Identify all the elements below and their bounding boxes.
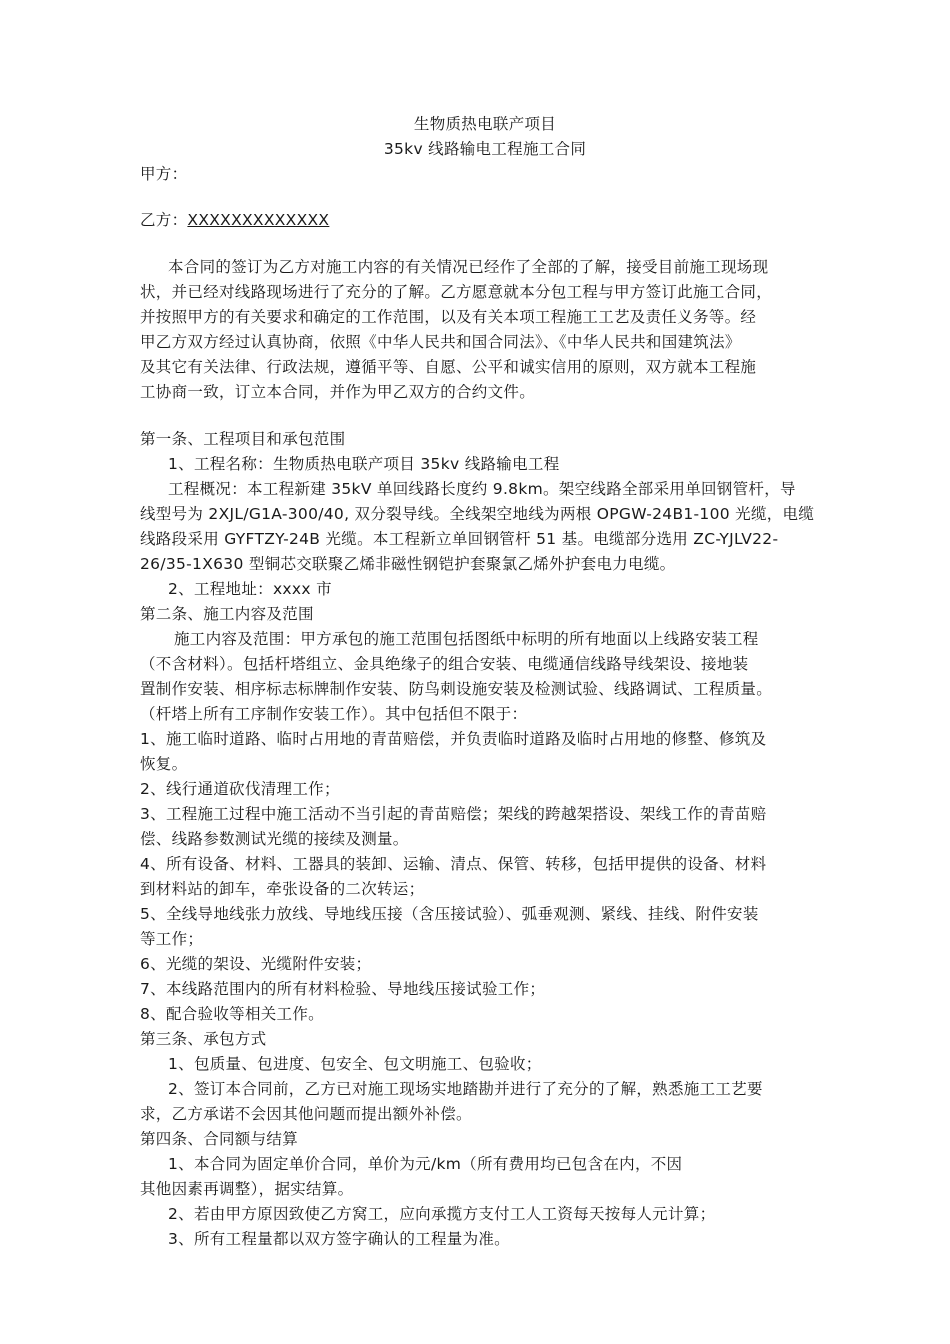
list-item: 6、光缆的架设、光缆附件安装； xyxy=(140,955,372,973)
article-4-heading: 第四条、合同额与结算 xyxy=(140,1130,299,1148)
intro-line: 状，并已经对线路现场进行了充分的了解。乙方愿意就本分包工程与甲方签订此施工合同， xyxy=(140,283,773,301)
scope-line: 施工内容及范围：甲方承包的施工范围包括图纸中标明的所有地面以上线路安装工程 xyxy=(174,630,759,648)
intro-line: 本合同的签订为乙方对施工内容的有关情况已经作了全部的了解，接受目前施工现场现 xyxy=(168,258,769,276)
article-1-overview xyxy=(140,477,830,577)
article-3-item-1: 1、包质量、包进度、包安全、包文明施工、包验收； xyxy=(168,1055,542,1073)
list-item: 3、工程施工过程中施工活动不当引起的青苗赔偿；架线的跨越架搭设、架线工作的青苗赔 xyxy=(140,805,767,823)
article-4-item-3: 3、所有工程量都以双方签字确认的工程量为准。 xyxy=(168,1230,510,1248)
overview-line: 工程概况：本工程新建 35kV 单回线路长度约 9.8km。架空线路全部采用单回钢管杆，导 xyxy=(168,480,796,498)
intro-paragraph xyxy=(140,255,830,405)
overview-line: 26/35-1X630 型铜芯交联聚乙烯非磁性钢铠护套聚氯乙烯外护套电力电缆。 xyxy=(140,555,676,573)
intro-line: 及其它有关法律、行政法规，遵循平等、自愿、公平和诚实信用的原则，双方就本工程施 xyxy=(140,358,757,376)
article-2-list xyxy=(140,727,830,1027)
party-b xyxy=(140,208,830,233)
list-item: 5、全线导地线张力放线、导地线压接（含压接试验）、弧垂观测、紧线、挂线、附件安装 xyxy=(140,905,759,923)
intro-line: 工协商一致，订立本合同，并作为甲乙双方的合约文件。 xyxy=(140,383,536,401)
article-4-item-2: 2、若由甲方原因致使乙方窝工，应向承揽方支付工人工资每天按每人元计算； xyxy=(168,1205,716,1223)
list-item: 7、本线路范围内的所有材料检验、导地线压接试验工作； xyxy=(140,980,546,998)
item-line: 求，乙方承诺不会因其他问题而提出额外补偿。 xyxy=(140,1105,472,1123)
scope-line: 置制作安装、相序标志标牌制作安装、防鸟刺设施安装及检测试验、线路调试、工程质量。 xyxy=(140,680,773,698)
contract-body xyxy=(140,112,830,1252)
list-item: 等工作； xyxy=(140,930,204,948)
intro-line: 甲乙方双方经过认真协商，依照《中华人民共和国合同法》、《中华人民共和国建筑法》 xyxy=(140,333,741,351)
article-1-heading: 第一条、工程项目和承包范围 xyxy=(140,430,346,448)
list-item: 偿、线路参数测试光缆的接续及测量。 xyxy=(140,830,409,848)
list-item: 恢复。 xyxy=(140,755,188,773)
item-line: 2、签订本合同前，乙方已对施工现场实地踏勘并进行了充分的了解，熟悉施工工艺要 xyxy=(168,1080,763,1098)
document-title-line2: 35kv 线路输电工程施工合同 xyxy=(383,140,587,158)
overview-line: 线路段采用 GYFTZY-24B 光缆。本工程新立单回钢管杆 51 基。电缆部分选用 ZC-YJLV22- xyxy=(140,530,779,548)
document-title-line1: 生物质热电联产项目 xyxy=(413,115,557,133)
party-b-label: 乙方： xyxy=(140,211,188,229)
overview-line: 线型号为 2XJL/G1A-300/40, 双分裂导线。全线架空地线为两根 OPGW-24B1-100 光缆，电缆 xyxy=(140,505,815,523)
list-item: 1、施工临时道路、临时占用地的青苗赔偿，并负责临时道路及临时占用地的修整、修筑及 xyxy=(140,730,767,748)
list-item: 到材料站的卸车，牵张设备的二次转运； xyxy=(140,880,425,898)
intro-line: 并按照甲方的有关要求和确定的工作范围，以及有关本项工程施工工艺及责任义务等。经 xyxy=(140,308,757,326)
scope-line: （杆塔上所有工序制作安装工作）。其中包括但不限于： xyxy=(140,705,528,723)
article-4-item-1 xyxy=(140,1152,830,1202)
article-1-item-2: 2、工程地址：xxxx 市 xyxy=(168,580,332,598)
article-1-item-1: 1、工程名称：生物质热电联产项目 35kv 线路输电工程 xyxy=(168,455,560,473)
article-3-item-2 xyxy=(140,1077,830,1127)
article-3-heading: 第三条、承包方式 xyxy=(140,1030,267,1048)
article-2-scope xyxy=(140,627,830,727)
party-b-name: XXXXXXXXXXXXX xyxy=(187,211,330,229)
item-line: 1、本合同为固定单价合同，单价为元/km（所有费用均已包含在内，不因 xyxy=(168,1155,683,1173)
scope-line: （不含材料）。包括杆塔组立、金具绝缘子的组合安装、电缆通信线路导线架设、接地装 xyxy=(140,655,749,673)
article-2-heading: 第二条、施工内容及范围 xyxy=(140,605,314,623)
party-a xyxy=(140,162,830,187)
list-item: 8、配合验收等相关工作。 xyxy=(140,1005,324,1023)
party-a-label: 甲方： xyxy=(140,165,188,183)
list-item: 2、线行通道砍伐清理工作； xyxy=(140,780,340,798)
item-line: 其他因素再调整），据实结算。 xyxy=(140,1180,354,1198)
list-item: 4、所有设备、材料、工器具的装卸、运输、清点、保管、转移，包括甲提供的设备、材料 xyxy=(140,855,767,873)
